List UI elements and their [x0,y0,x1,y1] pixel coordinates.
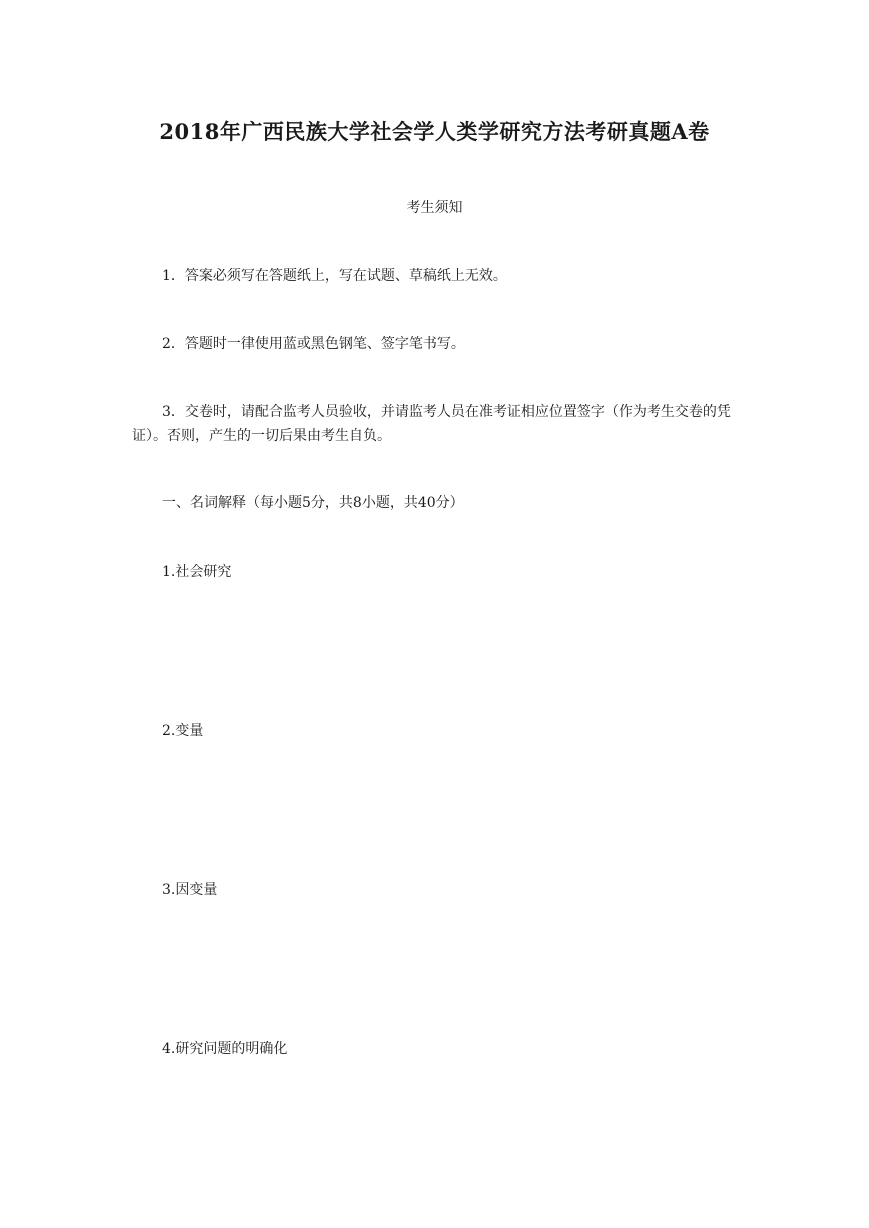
section-heading: 一、名词解释（每小题5分，共8小题，共40分） [162,495,464,511]
instructions-heading: 考生须知 [406,200,463,216]
question-2: 2.变量 [162,723,204,739]
question-3: 3.因变量 [162,882,218,898]
document-title: 2018年广西民族大学社会学人类学研究方法考研真题A卷 [159,119,710,144]
instruction-3: 3．交卷时，请配合监考人员验收，并请监考人员在准考证相应位置签字（作为考生交卷的凭证）。否则，产生的一切后果由考生自负。 [132,404,731,444]
instruction-1: 1．答案必须写在答题纸上，写在试题、草稿纸上无效。 [162,268,507,284]
question-4: 4.研究问题的明确化 [162,1041,288,1057]
instruction-2: 2．答题时一律使用蓝或黑色钢笔、签字笔书写。 [162,336,465,352]
question-1: 1.社会研究 [162,564,232,580]
